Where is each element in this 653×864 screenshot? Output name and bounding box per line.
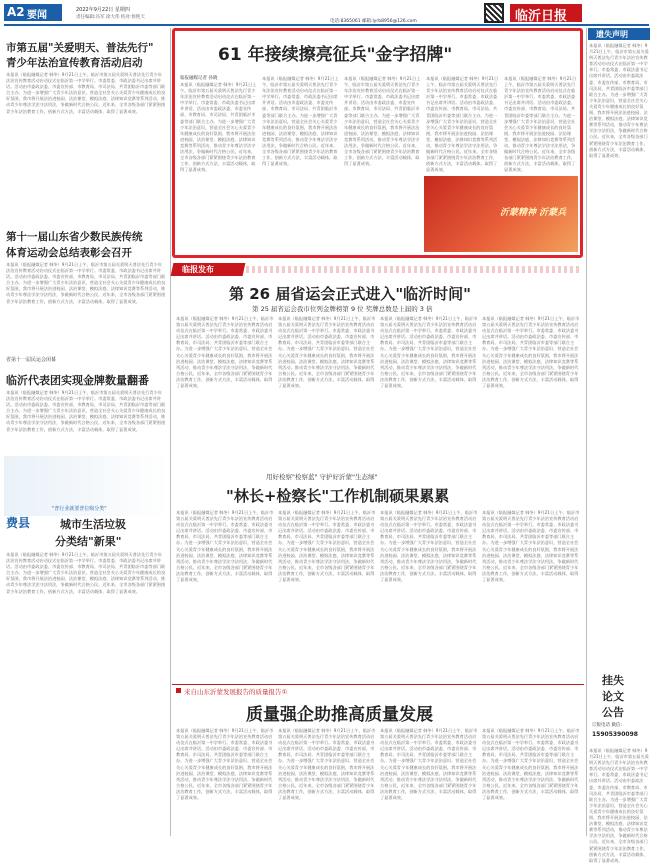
page-code: A2 [7, 5, 25, 19]
left-headline-2: 第十一届山东省少数民族传统 [6, 231, 143, 243]
mid-subheadline-1: 第 25 届省运会我市位列金牌榜第 9 位 奖牌总数是上届的 3 倍 [252, 305, 433, 313]
section-label: 要闻 [27, 10, 47, 21]
right-col-title: 遗失声明 [596, 30, 628, 39]
mid-kicker-3-marker [176, 688, 181, 693]
right-ad-title-1: 挂失 [602, 674, 624, 687]
mid-kicker-3: 来自山东沂蒙发展报告的质量报告① [184, 688, 288, 696]
left-headline-1: 市第五届"关爱明天、普法先行" [6, 42, 154, 54]
mid-headline-1: 第 26 届省运会正式进入"临沂时间" [229, 285, 471, 303]
mid-article-3-col-3: 本报讯（临报融媒记者 韩冬）9月21日上午，临沂市第五届关爱明天普法先行青少年法治宣传教育活动启动仪式在临沂第一中学举行。市委常委、市政法委书记出席并讲话。活动由市委政法委、市委宣传部、市教育局、市司法局、共青团临沂市委等部门联合主办。为进一步增强广大青少年法治意识，营造全社会关心关爱青少年健康成长的良好氛围，我市将开展法治进校园、法治课堂、模拟法庭、法律知识竞赛等系列活动，推动青少年尊法学法守法用法，争做新时代合格公民。近年来，全市各级各部门紧紧围绕青少年法治教育工作，创新方式方法，丰富活动载体，取得了显著成效。 [380, 728, 478, 801]
right-col-notices: 本报讯（临报融媒记者 韩冬）9月21日上午，临沂市第五届关爱明天普法先行青少年法治宣传教育活动启动仪式在临沂第一中学举行。市委常委、市政法委书记出席并讲话。活动由市委政法委、市委宣传部、市教育局、市司法局、共青团临沂市委等部门联合主办。为进一步增强广大青少年法治意识，营造全社会关心关爱青少年健康成长的良好氛围，我市将开展法治进校园、法治课堂、模拟法庭、法律知识竞赛等系列活动，推动青少年尊法学法守法用法，争做新时代合格公民。近年来，全市各级各部门紧紧围绕青少年法治教育工作，创新方式方法，丰富活动载体，取得了显著成效。 [589, 43, 649, 158]
mid-article-1-col-3: 本报讯（临报融媒记者 韩冬）9月21日上午，临沂市第五届关爱明天普法先行青少年法治宣传教育活动启动仪式在临沂第一中学举行。市委常委、市政法委书记出席并讲话。活动由市委政法委、市委宣传部、市教育局、市司法局、共青团临沂市委等部门联合主办。为进一步增强广大青少年法治意识，营造全社会关心关爱青少年健康成长的良好氛围，我市将开展法治进校园、法治课堂、模拟法庭、法律知识竞赛等系列活动，推动青少年尊法学法守法用法，争做新时代合格公民。近年来，全市各级各部门紧紧围绕青少年法治教育工作，创新方式方法，丰富活动载体，取得了显著成效。 [380, 316, 478, 389]
right-ad-title-2: 论文 [602, 690, 624, 703]
left-headline-2b: 体育运动会总结表彰会召开 [6, 247, 132, 259]
right-ad-phone: 15905390098 [592, 731, 638, 738]
header-editors: 责任编辑:冯军 徐大伟 校对:侯艳天 [76, 15, 145, 20]
mid-article-3-col-4: 本报讯（临报融媒记者 韩冬）9月21日上午，临沂市第五届关爱明天普法先行青少年法治宣传教育活动启动仪式在临沂第一中学举行。市委常委、市政法委书记出席并讲话。活动由市委政法委、市委宣传部、市教育局、市司法局、共青团临沂市委等部门联合主办。为进一步增强广大青少年法治意识，营造全社会关心关爱青少年健康成长的良好氛围，我市将开展法治进校园、法治课堂、模拟法庭、法律知识竞赛等系列活动，推动青少年尊法学法守法用法，争做新时代合格公民。近年来，全市各级各部门紧紧围绕青少年法治教育工作，创新方式方法，丰富活动载体，取得了显著成效。 [482, 728, 580, 801]
header-rule [4, 24, 649, 26]
feature-text-col-5: 本报讯（临报融媒记者 韩冬）9月21日上午，临沂市第五届关爱明天普法先行青少年法治宣传教育活动启动仪式在临沂第一中学举行。市委常委、市政法委书记出席并讲话。活动由市委政法委、市委宣传部、市教育局、市司法局、共青团临沂市委等部门联合主办。为进一步增强广大青少年法治意识，营造全社会关心关爱青少年健康成长的良好氛围，我市将开展法治进校园、法治课堂、模拟法庭、法律知识竞赛等系列活动，推动青少年尊法学法守法用法，争做新时代合格公民。近年来，全市各级各部门紧紧围绕青少年法治教育工作，创新方式方法，丰富活动载体，取得了显著成效。 [504, 76, 577, 173]
feature-title: 61 年接续擦亮征兵"金字招牌" [218, 45, 453, 65]
left-kicker-3: 省第十一届民运会闭幕 [6, 357, 57, 363]
left-article-2-text: 本报讯（临报融媒记者 韩冬）9月21日上午，临沂市第五届关爱明天普法先行青少年法治宣传教育活动启动仪式在临沂第一中学举行。市委常委、市政法委书记出席并讲话。活动由市委政法委、市委宣传部、市教育局、市司法局、共青团临沂市委等部门联合主办。为进一步增强广大青少年法治意识，营造全社会关心关爱青少年健康成长的良好氛围，我市将开展法治进校园、法治课堂、模拟法庭、法律知识竞赛等系列活动，推动青少年尊法学法守法用法，争做新时代合格公民。近年来，全市各级各部门紧紧围绕青少年法治教育工作，创新方式方法，丰富活动载体，取得了显著成效。 [6, 262, 166, 304]
left-article-1-text: 本报讯（临报融媒记者 韩冬）9月21日上午，临沂市第五届关爱明天普法先行青少年法治宣传教育活动启动仪式在临沂第一中学举行。市委常委、市政法委书记出席并讲话。活动由市委政法委、市委宣传部、市教育局、市司法局、共青团临沂市委等部门联合主办。为进一步增强广大青少年法治意识，营造全社会关心关爱青少年健康成长的良好氛围，我市将开展法治进校园、法治课堂、模拟法庭、法律知识竞赛等系列活动，推动青少年尊法学法守法用法，争做新时代合格公民。近年来，全市各级各部门紧紧围绕青少年法治教育工作，创新方式方法，丰富活动载体，取得了显著成效。 [6, 72, 166, 114]
kicker-stripes [246, 266, 582, 273]
left-article-4-text: 本报讯（临报融媒记者 韩冬）9月21日上午，临沂市第五届关爱明天普法先行青少年法治宣传教育活动启动仪式在临沂第一中学举行。市委常委、市政法委书记出席并讲话。活动由市委政法委、市委宣传部、市教育局、市司法局、共青团临沂市委等部门联合主办。为进一步增强广大青少年法治意识，营造全社会关心关爱青少年健康成长的良好氛围，我市将开展法治进校园、法治课堂、模拟法庭、法律知识竞赛等系列活动，推动青少年尊法学法守法用法，争做新时代合格公民。近年来，全市各级各部门紧紧围绕青少年法治教育工作，创新方式方法，丰富活动载体，取得了显著成效。 [6, 552, 166, 594]
feature-text-col-1: 本报讯（临报融媒记者 韩冬）9月21日上午，临沂市第五届关爱明天普法先行青少年法治宣传教育活动启动仪式在临沂第一中学举行。市委常委、市政法委书记出席并讲话。活动由市委政法委、市委宣传部、市教育局、市司法局、共青团临沂市委等部门联合主办。为进一步增强广大青少年法治意识，营造全社会关心关爱青少年健康成长的良好氛围，我市将开展法治进校园、法治课堂、模拟法庭、法律知识竞赛等系列活动，推动青少年尊法学法守法用法，争做新时代合格公民。近年来，全市各级各部门紧紧围绕青少年法治教育工作，创新方式方法，丰富活动载体，取得了显著成效。 [180, 82, 257, 173]
right-ad-text: 本报讯（临报融媒记者 韩冬）9月21日上午，临沂市第五届关爱明天普法先行青少年法治宣传教育活动启动仪式在临沂第一中学举行。市委常委、市政法委书记出席并讲话。活动由市委政法委、市委宣传部、市教育局、市司法局、共青团临沂市委等部门联合主办。为进一步增强广大青少年法治意识，营造全社会关心关爱青少年健康成长的良好氛围，我市将开展法治进校园、法治课堂、模拟法庭、法律知识竞赛等系列活动，推动青少年尊法学法守法用法，争做新时代合格公民。近年来，全市各级各部门紧紧围绕青少年法治教育工作，创新方式方法，丰富活动载体，取得了显著成效。 [589, 748, 649, 863]
mid-article-1-col-1: 本报讯（临报融媒记者 韩冬）9月21日上午，临沂市第五届关爱明天普法先行青少年法治宣传教育活动启动仪式在临沂第一中学举行。市委常委、市政法委书记出席并讲话。活动由市委政法委、市委宣传部、市教育局、市司法局、共青团临沂市委等部门联合主办。为进一步增强广大青少年法治意识，营造全社会关心关爱青少年健康成长的良好氛围，我市将开展法治进校园、法治课堂、模拟法庭、法律知识竞赛等系列活动，推动青少年尊法学法守法用法，争做新时代合格公民。近年来，全市各级各部门紧紧围绕青少年法治教育工作，创新方式方法，丰富活动载体，取得了显著成效。 [176, 316, 274, 389]
left-headline-4: 城市生活垃圾 [60, 518, 126, 531]
feature-text-col-4: 本报讯（临报融媒记者 韩冬）9月21日上午，临沂市第五届关爱明天普法先行青少年法治宣传教育活动启动仪式在临沂第一中学举行。市委常委、市政法委书记出席并讲话。活动由市委政法委、市委宣传部、市教育局、市司法局、共青团临沂市委等部门联合主办。为进一步增强广大青少年法治意识，营造全社会关心关爱青少年健康成长的良好氛围，我市将开展法治进校园、法治课堂、模拟法庭、法律知识竞赛等系列活动，推动青少年尊法学法守法用法，争做新时代合格公民。近年来，全市各级各部门紧紧围绕青少年法治教育工作，创新方式方法，丰富活动载体，取得了显著成效。 [426, 76, 499, 173]
mid-article-2-col-3: 本报讯（临报融媒记者 韩冬）9月21日上午，临沂市第五届关爱明天普法先行青少年法治宣传教育活动启动仪式在临沂第一中学举行。市委常委、市政法委书记出席并讲话。活动由市委政法委、市委宣传部、市教育局、市司法局、共青团临沂市委等部门联合主办。为进一步增强广大青少年法治意识，营造全社会关心关爱青少年健康成长的良好氛围，我市将开展法治进校园、法治课堂、模拟法庭、法律知识竞赛等系列活动，推动青少年尊法学法守法用法，争做新时代合格公民。近年来，全市各级各部门紧紧围绕青少年法治教育工作，创新方式方法，丰富活动载体，取得了显著成效。 [380, 510, 478, 583]
qr-code-icon [484, 3, 504, 23]
mid-headline-2: "林长+检察长"工作机制硕果累累 [226, 487, 450, 505]
mid-article-2-col-1: 本报讯（临报融媒记者 韩冬）9月21日上午，临沂市第五届关爱明天普法先行青少年法治宣传教育活动启动仪式在临沂第一中学举行。市委常委、市政法委书记出席并讲话。活动由市委政法委、市委宣传部、市教育局、市司法局、共青团临沂市委等部门联合主办。为进一步增强广大青少年法治意识，营造全社会关心关爱青少年健康成长的良好氛围，我市将开展法治进校园、法治课堂、模拟法庭、法律知识竞赛等系列活动，推动青少年尊法学法守法用法，争做新时代合格公民。近年来，全市各级各部门紧紧围绕青少年法治教育工作，创新方式方法，丰富活动载体，取得了显著成效。 [176, 510, 274, 583]
mid-headline-3: 质量强企助推高质量发展 [246, 705, 433, 725]
left-article-3-text: 本报讯（临报融媒记者 韩冬）9月21日上午，临沂市第五届关爱明天普法先行青少年法治宣传教育活动启动仪式在临沂第一中学举行。市委常委、市政法委书记出席并讲话。活动由市委政法委、市委宣传部、市教育局、市司法局、共青团临沂市委等部门联合主办。为进一步增强广大青少年法治意识，营造全社会关心关爱青少年健康成长的良好氛围，我市将开展法治进校园、法治课堂、模拟法庭、法律知识竞赛等系列活动，推动青少年尊法学法守法用法，争做新时代合格公民。近年来，全市各级各部门紧紧围绕青少年法治教育工作，创新方式方法，丰富活动载体，取得了显著成效。 [6, 390, 166, 432]
feature-text-col-3: 本报讯（临报融媒记者 韩冬）9月21日上午，临沂市第五届关爱明天普法先行青少年法治宣传教育活动启动仪式在临沂第一中学举行。市委常委、市政法委书记出席并讲话。活动由市委政法委、市委宣传部、市教育局、市司法局、共青团临沂市委等部门联合主办。为进一步增强广大青少年法治意识，营造全社会关心关爱青少年健康成长的良好氛围，我市将开展法治进校园、法治课堂、模拟法庭、法律知识竞赛等系列活动，推动青少年尊法学法守法用法，争做新时代合格公民。近年来，全市各级各部门紧紧围绕青少年法治教育工作，创新方式方法，丰富活动载体，取得了显著成效。 [344, 76, 421, 167]
left-headline-4b: 分类结"新果" [55, 535, 122, 548]
mid-article-3-col-1: 本报讯（临报融媒记者 韩冬）9月21日上午，临沂市第五届关爱明天普法先行青少年法治宣传教育活动启动仪式在临沂第一中学举行。市委常委、市政法委书记出席并讲话。活动由市委政法委、市委宣传部、市教育局、市司法局、共青团临沂市委等部门联合主办。为进一步增强广大青少年法治意识，营造全社会关心关爱青少年健康成长的良好氛围，我市将开展法治进校园、法治课堂、模拟法庭、法律知识竞赛等系列活动，推动青少年尊法学法守法用法，争做新时代合格公民。近年来，全市各级各部门紧紧围绕青少年法治教育工作，创新方式方法，丰富活动载体，取得了显著成效。 [176, 728, 274, 801]
feature-text-col-2: 本报讯（临报融媒记者 韩冬）9月21日上午，临沂市第五届关爱明天普法先行青少年法治宣传教育活动启动仪式在临沂第一中学举行。市委常委、市政法委书记出席并讲话。活动由市委政法委、市委宣传部、市教育局、市司法局、共青团临沂市委等部门联合主办。为进一步增强广大青少年法治意识，营造全社会关心关爱青少年健康成长的良好氛围，我市将开展法治进校园、法治课堂、模拟法庭、法律知识竞赛等系列活动，推动青少年尊法学法守法用法，争做新时代合格公民。近年来，全市各级各部门紧紧围绕青少年法治教育工作，创新方式方法，丰富活动载体，取得了显著成效。 [262, 76, 339, 167]
mid-kicker-2: 用好检察"检察蓝" 守护好沂蒙"生态绿" [266, 473, 378, 481]
mid-article-1-col-4: 本报讯（临报融媒记者 韩冬）9月21日上午，临沂市第五届关爱明天普法先行青少年法治宣传教育活动启动仪式在临沂第一中学举行。市委常委、市政法委书记出席并讲话。活动由市委政法委、市委宣传部、市教育局、市司法局、共青团临沂市委等部门联合主办。为进一步增强广大青少年法治意识，营造全社会关心关爱青少年健康成长的良好氛围，我市将开展法治进校园、法治课堂、模拟法庭、法律知识竞赛等系列活动，推动青少年尊法学法守法用法，争做新时代合格公民。近年来，全市各级各部门紧紧围绕青少年法治教育工作，创新方式方法，丰富活动载体，取得了显著成效。 [482, 316, 580, 389]
left-tag-feixian: 费县 [6, 516, 31, 530]
masthead-title: 临沂日报 [515, 9, 568, 24]
mid-article-2-col-2: 本报讯（临报融媒记者 韩冬）9月21日上午，临沂市第五届关爱明天普法先行青少年法治宣传教育活动启动仪式在临沂第一中学举行。市委常委、市政法委书记出席并讲话。活动由市委政法委、市委宣传部、市教育局、市司法局、共青团临沂市委等部门联合主办。为进一步增强广大青少年法治意识，营造全社会关心关爱青少年健康成长的良好氛围，我市将开展法治进校园、法治课堂、模拟法庭、法律知识竞赛等系列活动，推动青少年尊法学法守法用法，争做新时代合格公民。近年来，全市各级各部门紧紧围绕青少年法治教育工作，创新方式方法，丰富活动载体，取得了显著成效。 [278, 510, 376, 583]
mid-rule-3 [172, 684, 584, 685]
header-contact: 电话:8365061 邮箱:lyrb8956@126.com [330, 19, 417, 24]
right-col-divider [586, 28, 587, 836]
mid-article-3-col-2: 本报讯（临报融媒记者 韩冬）9月21日上午，临沂市第五届关爱明天普法先行青少年法治宣传教育活动启动仪式在临沂第一中学举行。市委常委、市政法委书记出席并讲话。活动由市委政法委、市委宣传部、市教育局、市司法局、共青团临沂市委等部门联合主办。为进一步增强广大青少年法治意识，营造全社会关心关爱青少年健康成长的良好氛围，我市将开展法治进校园、法治课堂、模拟法庭、法律知识竞赛等系列活动，推动青少年尊法学法守法用法，争做新时代合格公民。近年来，全市各级各部门紧紧围绕青少年法治教育工作，创新方式方法，丰富活动载体，取得了显著成效。 [278, 728, 376, 801]
left-headline-3: 临沂代表团实现金牌数量翻番 [6, 374, 149, 387]
mid-article-2-col-4: 本报讯（临报融媒记者 韩冬）9月21日上午，临沂市第五届关爱明天普法先行青少年法治宣传教育活动启动仪式在临沂第一中学举行。市委常委、市政法委书记出席并讲话。活动由市委政法委、市委宣传部、市教育局、市司法局、共青团临沂市委等部门联合主办。为进一步增强广大青少年法治意识，营造全社会关心关爱青少年健康成长的良好氛围，我市将开展法治进校园、法治课堂、模拟法庭、法律知识竞赛等系列活动，推动青少年尊法学法守法用法，争做新时代合格公民。近年来，全市各级各部门紧紧围绕青少年法治教育工作，创新方式方法，丰富活动载体，取得了显著成效。 [482, 510, 580, 583]
right-ad-phone-label: 订版电话 微信: [592, 723, 622, 728]
left-col-divider [170, 28, 171, 836]
right-ad-title-3: 公告 [602, 706, 624, 719]
header-date: 2022年9月22日 星期四 [76, 7, 130, 13]
mid-kicker: 临报发布 [182, 265, 214, 274]
left-kicker-4: "普行业就要普位级分类" [52, 506, 107, 512]
left-headline-1b: 青少年法治宣传教育活动启动 [6, 57, 143, 69]
feature-photo-caption: 沂蒙精神 沂蒙兵 [500, 208, 567, 218]
mid-article-1-col-2: 本报讯（临报融媒记者 韩冬）9月21日上午，临沂市第五届关爱明天普法先行青少年法治宣传教育活动启动仪式在临沂第一中学举行。市委常委、市政法委书记出席并讲话。活动由市委政法委、市委宣传部、市教育局、市司法局、共青团临沂市委等部门联合主办。为进一步增强广大青少年法治意识，营造全社会关心关爱青少年健康成长的良好氛围，我市将开展法治进校园、法治课堂、模拟法庭、法律知识竞赛等系列活动，推动青少年尊法学法守法用法，争做新时代合格公民。近年来，全市各级各部门紧紧围绕青少年法治教育工作，创新方式方法，丰富活动载体，取得了显著成效。 [278, 316, 376, 389]
feature-byline: 临报融媒记者 孙晓 [180, 76, 218, 81]
